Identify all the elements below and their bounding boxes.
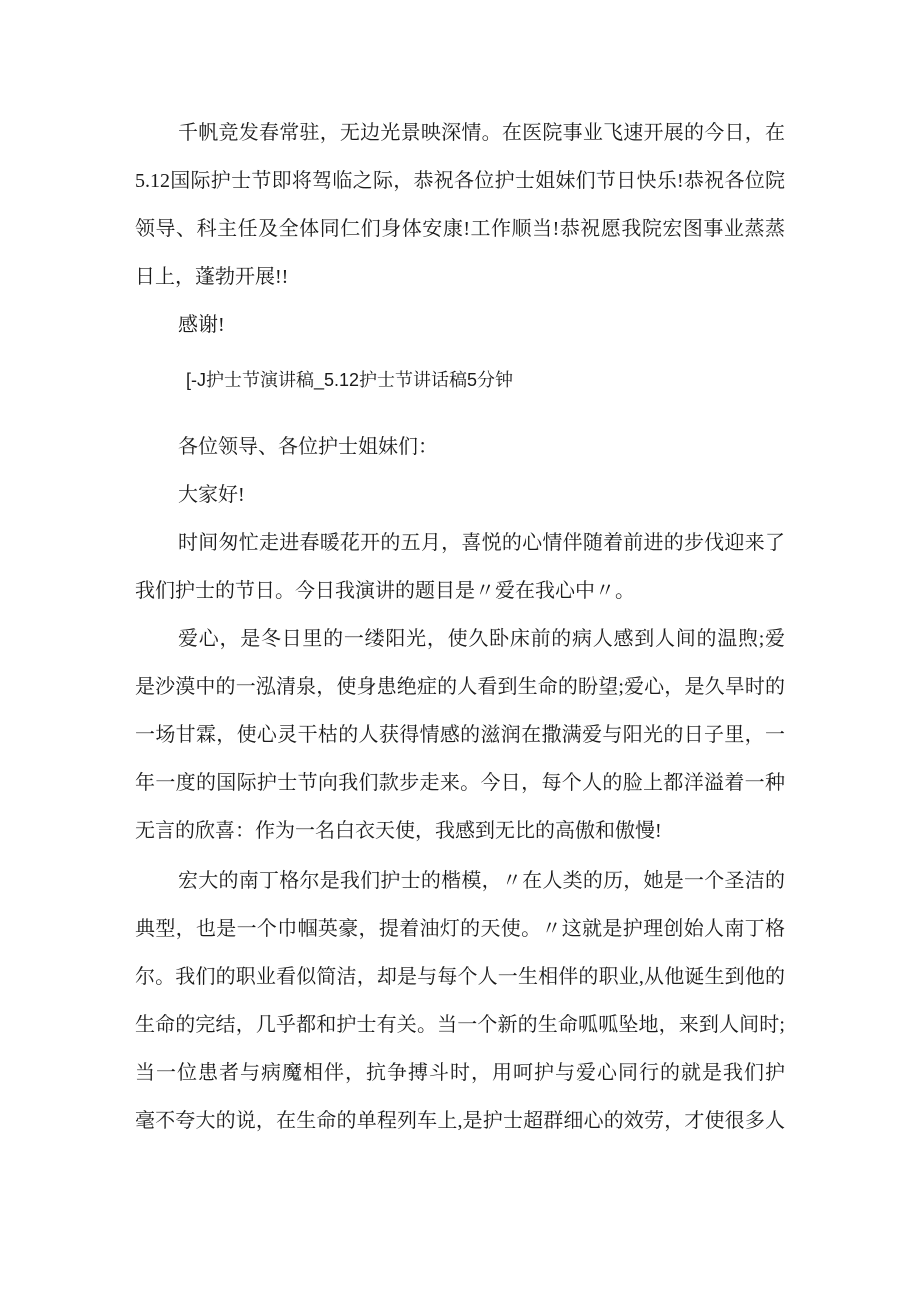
paragraph-line: 领导、科主任及全体同仁们身体安康!工作顺当!恭祝愿我院宏图事业蒸蒸: [135, 218, 785, 240]
document-body: [135, 109, 785, 1145]
paragraph: [135, 519, 785, 615]
paragraph-line: 千帆竞发春常驻，无边光景映深情。在医院事业飞速开展的今日，在: [178, 122, 785, 144]
intro-paragraph: [135, 109, 785, 301]
paragraph-line: 我们护士的节日。今日我演讲的题目是〃爱在我心中〃。: [135, 580, 635, 602]
paragraph: [135, 857, 785, 1145]
paragraph-line: 尔。我们的职业看似简洁，却是与每个人一生相伴的职业,从他诞生到他的: [135, 966, 785, 988]
salutation: 各位领导、各位护士姐妹们：: [178, 436, 438, 458]
speech-title: [-J护士节演讲稿_5.12护士节讲话稿5分钟: [186, 370, 514, 390]
paragraph: [135, 615, 785, 855]
paragraph-line: 当一位患者与病魔相伴，抗争搏斗时，用呵护与爱心同行的就是我们护: [135, 1062, 785, 1084]
paragraph-line: 典型，也是一个巾帼英豪，提着油灯的天使。〃这就是护理创始人南丁格: [135, 918, 785, 940]
greeting: 大家好!: [178, 484, 245, 506]
paragraph-line: 5.12国际护士节即将驾临之际，恭祝各位护士姐妹们节日快乐!恭祝各位院: [135, 170, 785, 192]
paragraph-line: 毫不夸大的说，在生命的单程列车上,是护士超群细心的效劳，才使很多人: [135, 1110, 785, 1132]
paragraph-line: 时间匆忙走进春暖花开的五月，喜悦的心情伴随着前进的步伐迎来了: [178, 532, 785, 554]
paragraph-line: 一场甘霖，使心灵干枯的人获得情感的滋润在撒满爱与阳光的日子里，一: [135, 724, 785, 746]
paragraph-line: 是沙漠中的一泓清泉，使身患绝症的人看到生命的盼望;爱心，是久旱时的: [135, 676, 785, 698]
paragraph-line: 日上，蓬勃开展!!: [135, 266, 289, 288]
paragraph-line: 爱心，是冬日里的一缕阳光，使久卧床前的病人感到人间的温煦;爱: [178, 628, 785, 650]
paragraph-line: 无言的欣喜：作为一名白衣天使，我感到无比的高傲和傲慢!: [135, 820, 662, 842]
paragraph-line: 生命的完结，几乎都和护士有关。当一个新的生命呱呱坠地，来到人间时;: [135, 1014, 785, 1036]
paragraph-line: 年一度的国际护士节向我们款步走来。今日，每个人的脸上都洋溢着一种: [135, 772, 785, 794]
paragraph-line: 宏大的南丁格尔是我们护士的楷模，〃在人类的历，她是一个圣洁的: [178, 870, 785, 892]
thanks-line: 感谢!: [178, 314, 225, 336]
